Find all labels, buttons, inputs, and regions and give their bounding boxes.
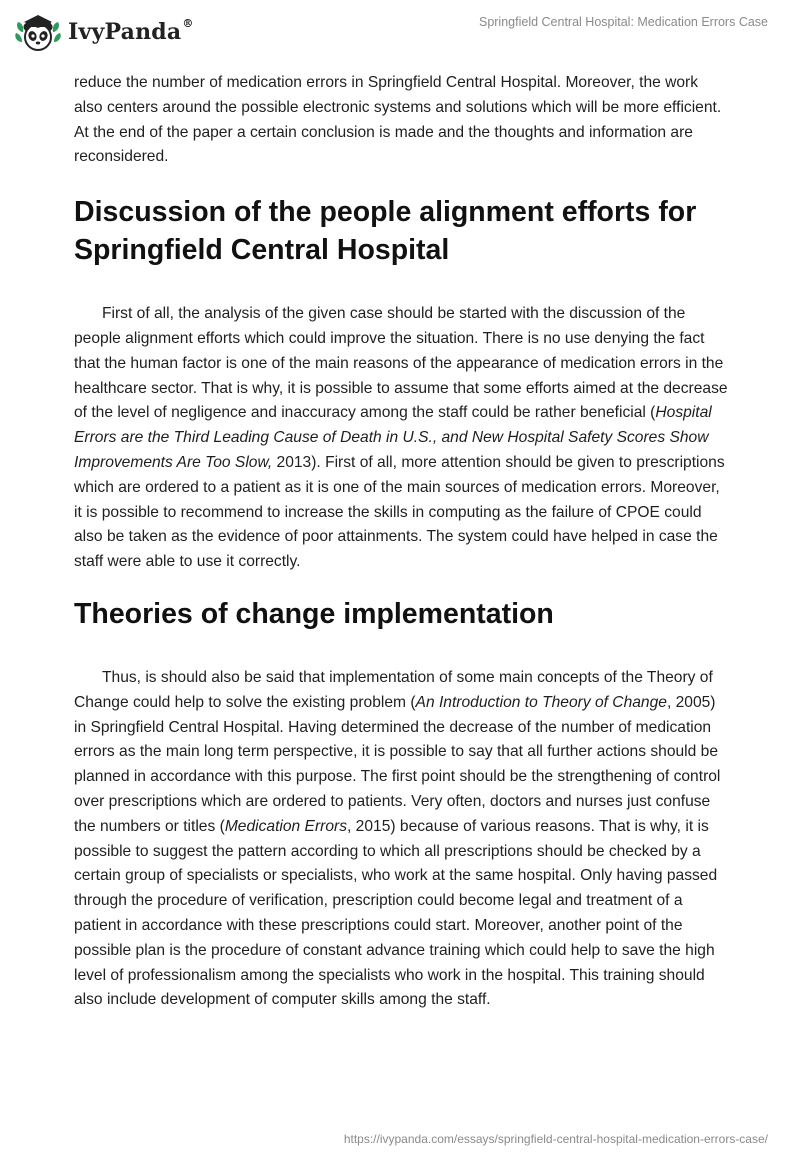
brand-name: IvyPanda® [68, 17, 194, 45]
footer-url-link[interactable]: https://ivypanda.com/essays/springfield-central-hospital-medication-errors-case/ [343, 1132, 768, 1146]
intro-paragraph: reduce the number of medication errors in Springfield Central Hospital. Moreover, the work also centers around the possible electronic systems and solutions which will be more efficient. At the end of the paper a certain conclusion is made and the thoughts and information are reconsidered. [74, 74, 722, 166]
document-title: Springfield Central Hospital: Medication Errors Case [478, 15, 768, 29]
people-alignment-paragraph: First of all, the analysis of the given case should be started with the discussion of the people alignment efforts which could improve the situation. There is no use denying the fact that the human factor is one of the main reasons of the appearance of medication errors in the healthcare sector. That is why, it is possible to assume that some efforts aimed at the decrease of the level of negligence and inaccuracy among the staff could be rather beneficial (Hospital Errors are the Third Leading Cause of Death in U.S., and New Hospital Safety Scores Show Improvements Are Too Slow, 2013). First of all, more attention should be given to prescriptions which are ordered to a patient as it is one of the main sources of medication errors. Moreover, it is possible to recommend to increase the skills in computing as the failure of CPOE could also be taken as the evidence of poor attainments. The system could have helped in case the staff were able to use it correctly. [74, 305, 728, 571]
brand-logo[interactable] [14, 10, 194, 54]
panda-graduate-icon [14, 10, 62, 54]
citation: An Introduction to Theory of Change [415, 693, 667, 711]
citation: Hospital Errors are the Third Leading Cause of Death in U.S., and New Hospital Safety Scores Show Improvements Are Too Slow, [74, 404, 712, 471]
section-heading-change-theories: Theories of change implementation [74, 597, 554, 630]
article-body [74, 71, 728, 1013]
page-header [0, 0, 800, 64]
citation: Medication Errors [224, 817, 348, 835]
section-heading-people-alignment: Discussion of the people alignment efforts for Springfield Central Hospital [74, 196, 697, 267]
change-theories-paragraph: Thus, is should also be said that implementation of some main concepts of the Theory of Change could help to solve the existing problem (An Introduction to Theory of Change, 2005) in Springfield Central Hospital. Having determined the decrease of the number of medication errors as the main long term perspective, it is possible to say that all further actions should be planned in accordance with this purpose. The first point should be the strengthening of control over prescriptions which are ordered to patients. Very often, doctors and nurses just confuse the numbers or titles (Medication Errors, 2015) because of various reasons. That is why, it is possible to suggest the pattern according to which all prescriptions should be checked by a certain group of specialists or specialists, who work at the same hospital. Only having passed through the procedure of verification, prescription could become legal and treatment of a patient in accordance with these prescriptions could start. Moreover, another point of the possible plan is the procedure of constant advance training which could help to save the high level of professionalism among the specialists who work in the hospital. This training should also include development of computer skills among the staff. [74, 668, 721, 1009]
